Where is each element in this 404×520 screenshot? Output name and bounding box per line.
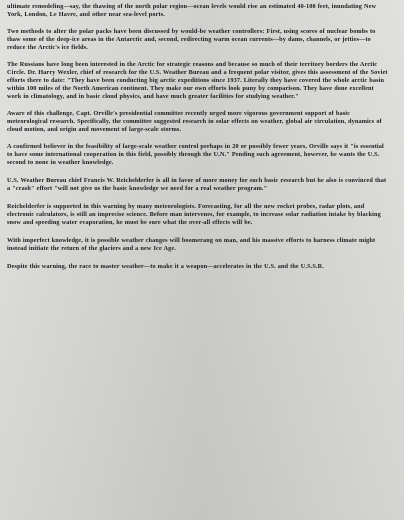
paragraph-ice-age-risk: With imperfect knowledge, it is possible weather changes will boomerang on man, and his massive efforts to harness climate might instead initiate the return of the glaciers and a new Ice Age. bbox=[7, 237, 376, 252]
paragraph-reichelderfer-funding: U.S. Weather Bureau chief Francis W. Reichelderfer is all in favor of more money for such basic research but he also is convinced that a "crash" effort "will not give us the basic knowledge we need for a real weather program." bbox=[7, 177, 387, 192]
paragraph-forecasting-warning: Reichelderfer is supported in this warning by many meteorologists. Forecasting, for all the new rocket probes, radar plots, and electronic calculators, is still an imprecise science. Before man intervenes, for example, to increase solar radiation intake by blacking snow and speeding water evaporation, he must be sure what the over-all effects will be. bbox=[7, 203, 381, 226]
paragraph-weather-race: Despite this warning, the race to master weather—to make it a weapon—accelerates in the U.S. and the U.S.S.R. bbox=[7, 263, 324, 270]
paragraph-orville-cooperation: A confirmed believer in the feasibility of large-scale weather control perhaps in 20 or possibly fewer years, Orville says it "is essential to have some international cooperation in this field, possibly through the U.N." Pending such agreement, however, he wants the U.S. second to none in weather knowledge. bbox=[7, 143, 384, 166]
paragraph-committee-research: Aware of this challenge, Capt. Orville's presidential committee recently urged more vigorous government support of basic meteorological research. Specifically, the committee suggested research in solar effects on weather, global air circulation, dynamics of cloud motion, and origin and movement of large-scale storms. bbox=[7, 110, 382, 133]
paragraph-polar-methods: Two methods to alter the polar packs have been discussed by would-be weather controllers: First, using scores of nuclear bombs to thaw some of the deep-ice areas in the Antarctic and, second, redirecting warm ocean currents—by dams, channels, or jetties—to reduce the Arctic's ice fields. bbox=[7, 28, 376, 51]
paragraph-russian-arctic: The Russians have long been interested in the Arctic for strategic reasons and because so much of their territory borders the Arctic Circle. Dr. Harry Wexler, chief of research for the U.S. Weather Bureau and a frequent polar visitor, gives this assessment of the Soviet efforts there to date: "They have been conducting big arctic expeditions since 1937. Literally they have covered the whole arctic basin within 100 miles of the North American continent. They make our own efforts look puny by comparison. They have done excellent work in climatology, and in basic cloud physics, and have much greater facilities for studying weather." bbox=[7, 61, 388, 100]
paragraph-sea-level: ultimate remodeling—say, the thawing of the north polar region—ocean levels would rise an estimated 40-100 feet, inundating New York, London, Le Havre, and other near sea-level ports. bbox=[7, 3, 377, 18]
